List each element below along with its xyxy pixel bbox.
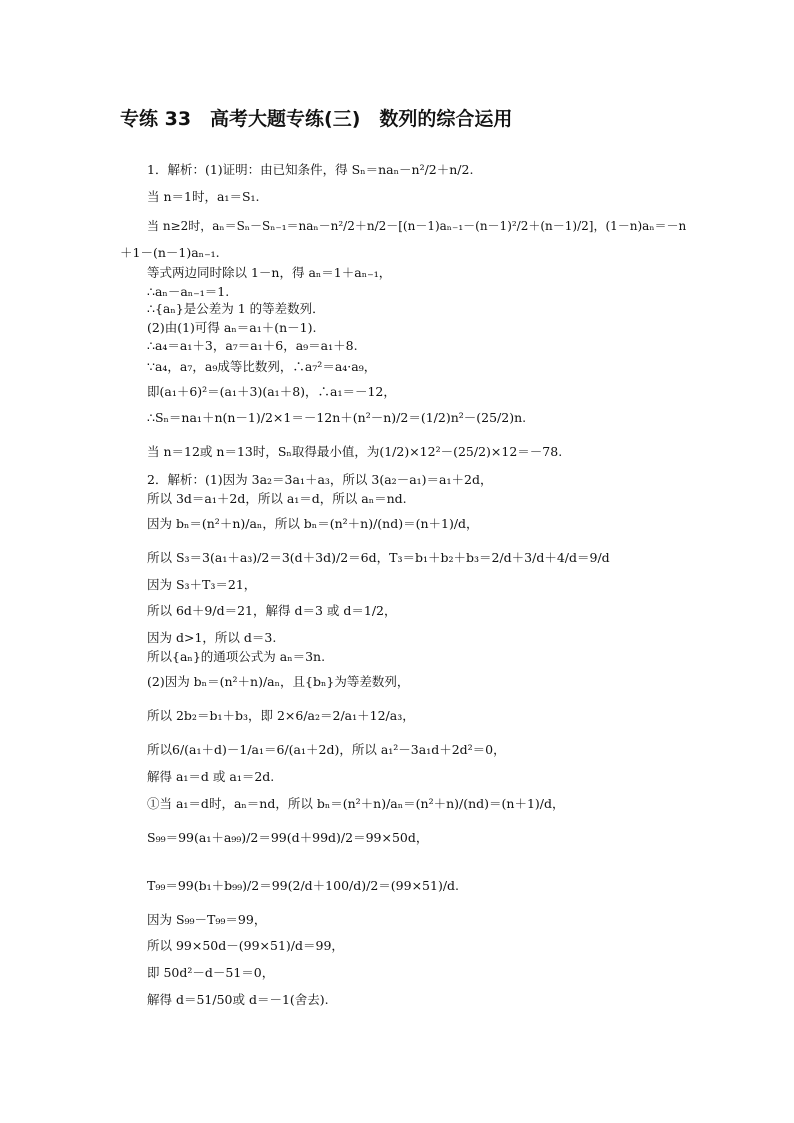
solution-line: 1．解析：(1)证明：由已知条件，得 Sₙ＝naₙ－n²/2＋n/2. (147, 162, 474, 177)
solution-line: 当 n≥2时，aₙ＝Sₙ－Sₙ₋₁＝naₙ－n²/2＋n/2－[(n－1)aₙ₋₁－(n－1)²/2＋(n－1)/2]，(1－n)aₙ＝－n (147, 219, 687, 233)
solution-line: ∵a₄，a₇，a₉成等比数列，∴a₇²＝a₄·a₉， (147, 359, 377, 374)
solution-line: S₉₉＝99(a₁＋a₉₉)/2＝99(d＋99d)/2＝99×50d， (147, 830, 429, 845)
solution-line: 2．解析：(1)因为 3a₂＝3a₁＋a₃，所以 3(a₂－a₁)＝a₁＋2d， (147, 472, 493, 487)
solution-line: (2)因为 bₙ＝(n²＋n)/aₙ，且{bₙ}为等差数列， (147, 674, 410, 689)
solution-line: 所以 6d＋9/d＝21，解得 d＝3 或 d＝1/2， (147, 603, 397, 618)
solution-line: 所以 99×50d－(99×51)/d＝99， (147, 938, 344, 953)
solution-line: 所以 2b₂＝b₁＋b₃，即 2×6/a₂＝2/a₁＋12/a₃， (147, 708, 415, 723)
solution-line: 解得 d＝51/50或 d＝－1(舍去). (147, 992, 329, 1007)
solution-line: ∴a₄＝a₁＋3，a₇＝a₁＋6，a₉＝a₁＋8. (147, 338, 358, 353)
solution-line: 因为 bₙ＝(n²＋n)/aₙ，所以 bₙ＝(n²＋n)/(nd)＝(n＋1)/d， (147, 516, 479, 531)
solution-line: (2)由(1)可得 aₙ＝a₁＋(n－1). (147, 320, 317, 335)
solution-line: 等式两边同时除以 1－n，得 aₙ＝1＋aₙ₋₁， (147, 265, 392, 280)
solution-line: 即 50d²－d－51＝0， (147, 965, 275, 980)
solution-line: 即(a₁＋6)²＝(a₁＋3)(a₁＋8)，∴a₁＝－12， (147, 384, 396, 399)
solution-line: ∴Sₙ＝na₁＋n(n－1)/2×1＝－12n＋(n²－n)/2＝(1/2)n²－(25/2)n. (147, 410, 527, 425)
solution-line: 解得 a₁＝d 或 a₁＝2d. (147, 769, 275, 784)
solution-line: 所以 S₃＝3(a₁＋a₃)/2＝3(d＋3d)/2＝6d，T₃＝b₁＋b₂＋b₃＝2/d＋3/d＋4/d＝9/d (147, 550, 610, 565)
solution-line: 所以6/(a₁＋d)－1/a₁＝6/(a₁＋2d)，所以 a₁²－3a₁d＋2d²＝0， (147, 742, 506, 757)
solution-line: 因为 S₃＋T₃＝21， (147, 577, 257, 592)
page-title: 专练 33 高考大题专练(三) 数列的综合运用 (120, 108, 513, 130)
solution-line: 所以 3d＝a₁＋2d，所以 a₁＝d，所以 aₙ＝nd. (147, 491, 407, 506)
solution-line: 当 n＝12或 n＝13时，Sₙ取得最小值，为(1/2)×12²－(25/2)×12＝－78. (147, 444, 563, 459)
solution-line: ∴{aₙ}是公差为 1 的等差数列． (147, 301, 325, 316)
solution-line: 因为 S₉₉－T₉₉＝99， (147, 912, 267, 927)
solution-line: 所以{aₙ}的通项公式为 aₙ＝3n. (147, 649, 326, 664)
solution-line: 因为 d>1，所以 d＝3. (147, 630, 277, 645)
solution-line: ①当 a₁＝d时，aₙ＝nd，所以 bₙ＝(n²＋n)/aₙ＝(n²＋n)/(nd)＝(n＋1)/d， (147, 796, 565, 811)
solution-line: ∴aₙ－aₙ₋₁＝1. (147, 284, 230, 299)
solution-line: 当 n＝1时，a₁＝S₁. (147, 189, 260, 204)
solution-line: T₉₉＝99(b₁＋b₉₉)/2＝99(2/d＋100/d)/2＝(99×51)/d. (147, 878, 460, 893)
solution-line: ＋1－(n－1)aₙ₋₁. (120, 245, 220, 260)
